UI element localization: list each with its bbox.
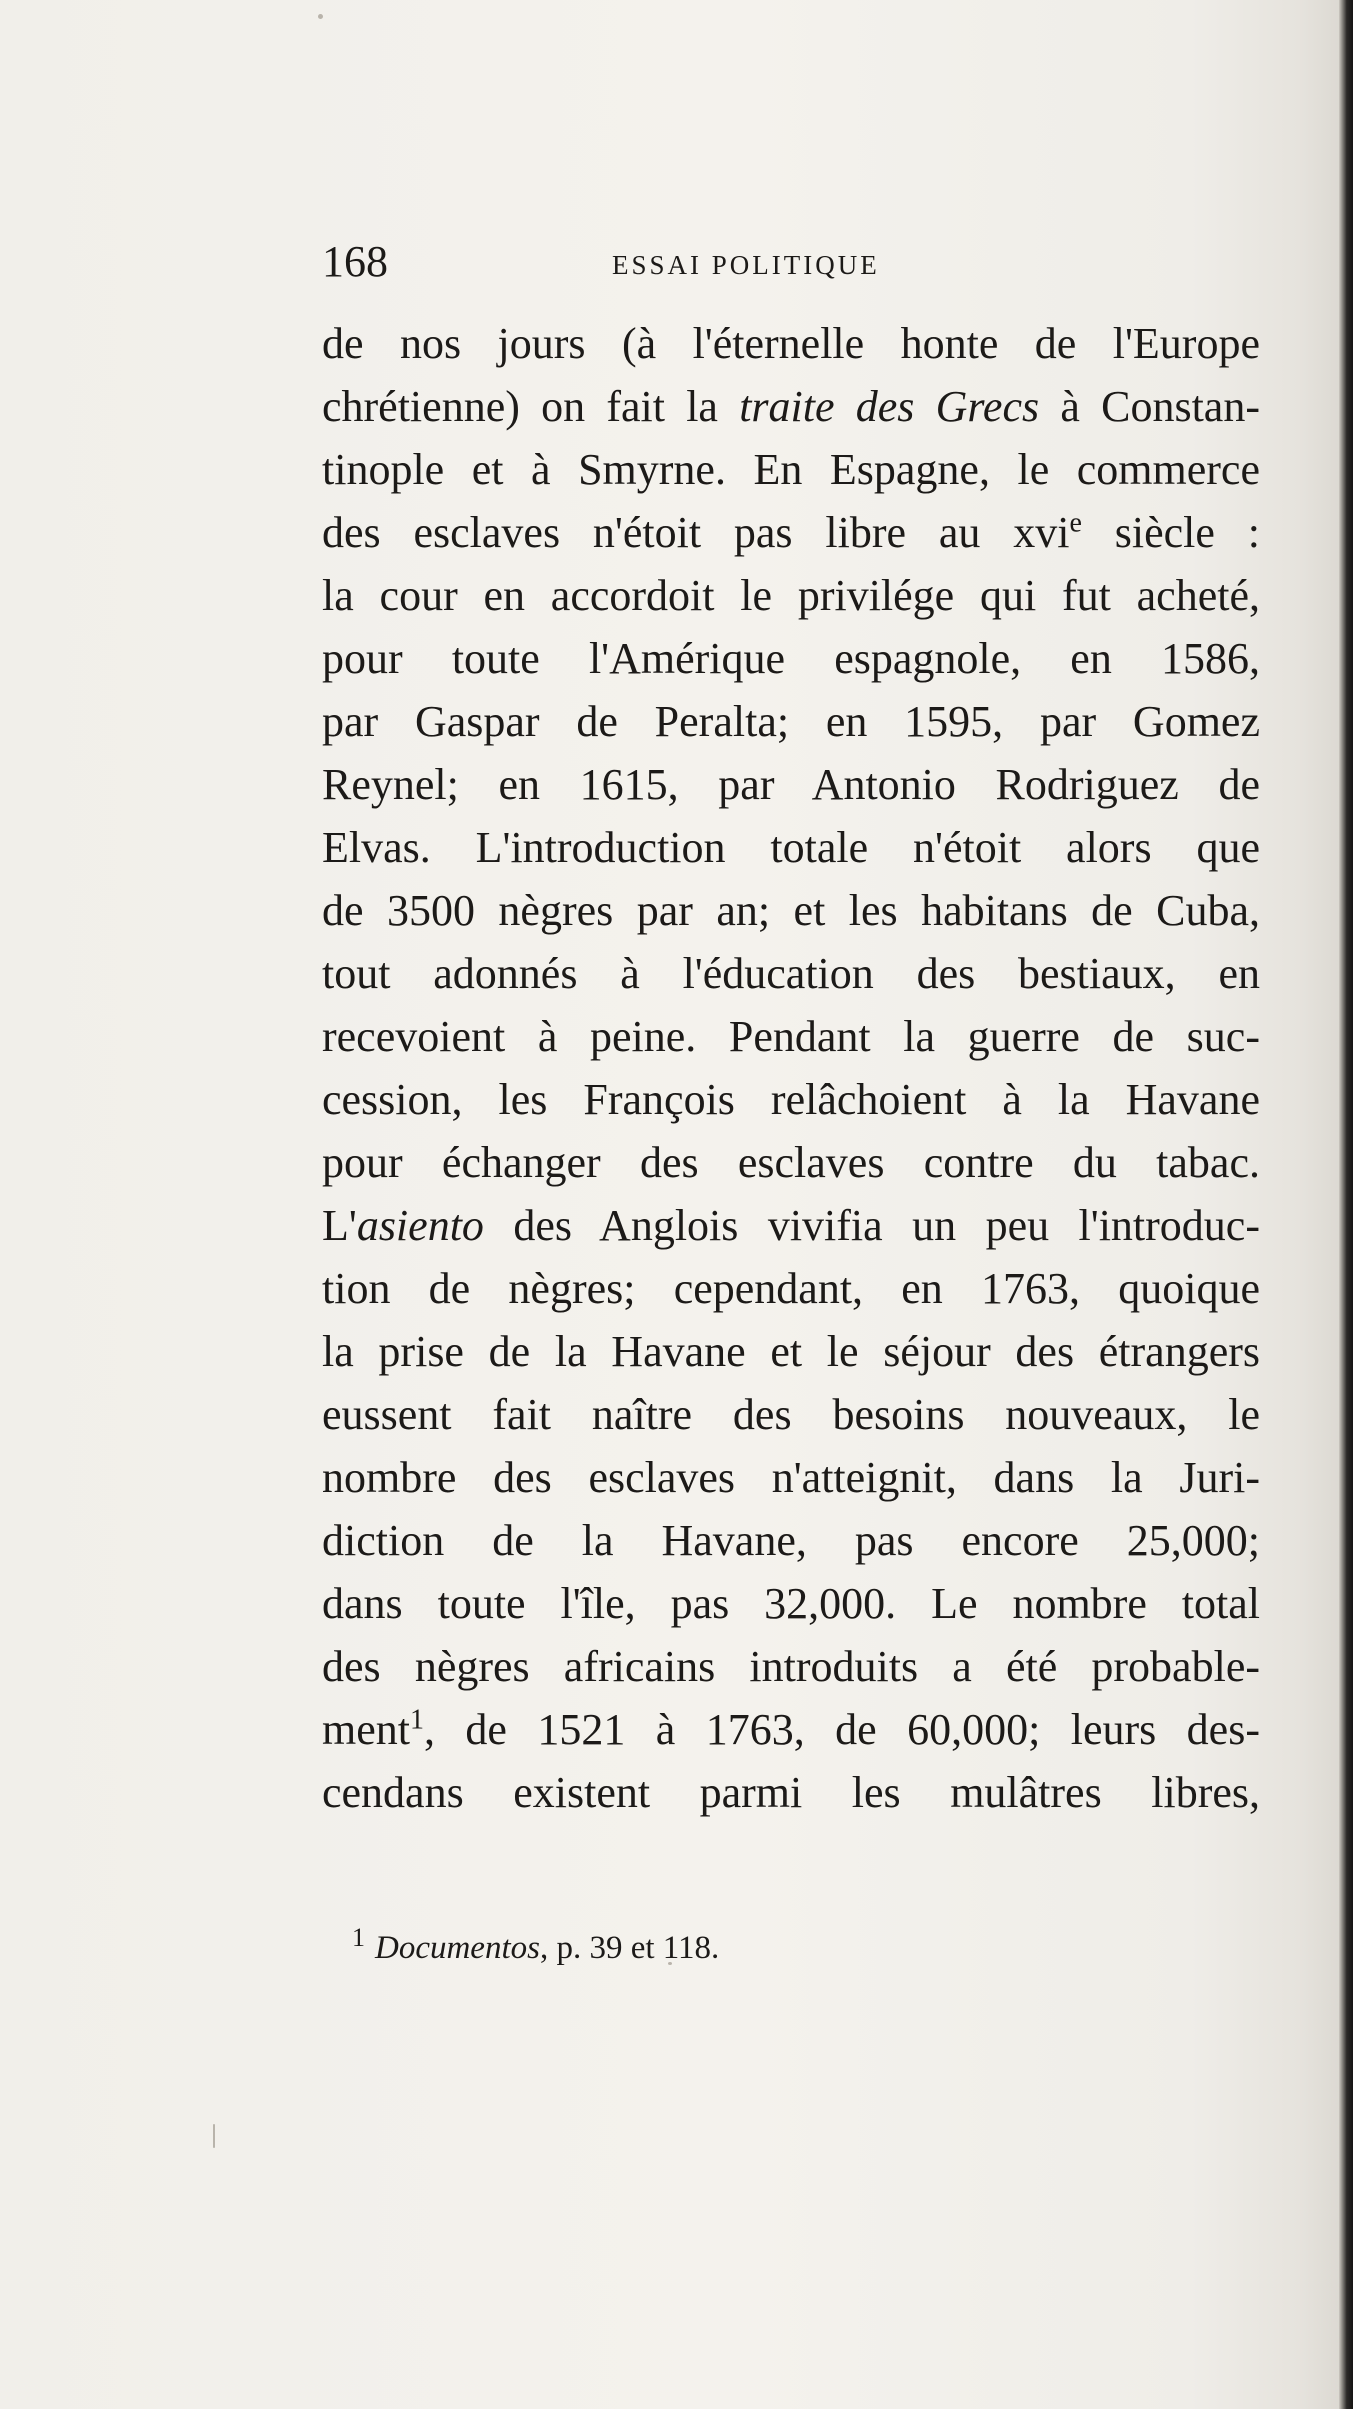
text-segment: Elvas. L'introduction totale n'étoit alors que	[322, 823, 1260, 872]
text-segment: des nègres africains introduits a été probable-	[322, 1642, 1260, 1691]
text-segment: pour toute l'Amérique espagnole, en 1586,	[322, 634, 1260, 683]
text-line	[322, 438, 1260, 501]
text-line	[322, 1509, 1260, 1572]
text-segment: la prise de la Havane et le séjour des étrangers	[322, 1327, 1260, 1376]
text-line	[322, 1257, 1260, 1320]
text-segment: siècle :	[1081, 508, 1260, 557]
text-segment: par Gaspar de Peralta; en 1595, par Gomez	[322, 697, 1260, 746]
text-segment: tout adonnés à l'éducation des bestiaux, en	[322, 949, 1260, 998]
footnote-reference: , p. 39 et 118.	[539, 1930, 720, 1966]
text-segment: eussent fait naître des besoins nouveaux, le	[322, 1390, 1260, 1439]
superscript: 1	[409, 1704, 424, 1736]
paper-speck	[213, 2124, 215, 2148]
text-segment: pour échanger des esclaves contre du tabac.	[322, 1138, 1260, 1187]
text-segment: , de 1521 à 1763, de 60,000; leurs des-	[423, 1705, 1260, 1754]
text-line	[322, 375, 1260, 438]
text-segment: ment	[322, 1705, 410, 1754]
text-line	[322, 1005, 1260, 1068]
text-segment: à Constan-	[1039, 382, 1260, 431]
text-segment: la cour en accordoit le privilége qui fut acheté,	[322, 571, 1260, 620]
text-line	[322, 690, 1260, 753]
text-line	[322, 1194, 1260, 1257]
italic-phrase: traite des Grecs	[739, 382, 1040, 431]
text-line	[322, 816, 1260, 879]
text-line	[322, 1572, 1260, 1635]
text-line	[322, 753, 1260, 816]
text-segment: des esclaves n'étoit pas libre au xvi	[322, 508, 1070, 557]
running-head	[0, 232, 1353, 292]
text-line	[322, 1635, 1260, 1698]
paper-speck	[318, 14, 323, 19]
text-line	[322, 1761, 1260, 1824]
text-segment: tion de nègres; cependant, en 1763, quoique	[322, 1264, 1260, 1313]
footnote	[352, 1916, 719, 1970]
footnote-source: Documentos	[375, 1930, 540, 1966]
page-edge	[1339, 0, 1353, 2409]
text-segment: cession, les François relâchoient à la Havane	[322, 1075, 1260, 1124]
body-text	[322, 312, 1260, 1824]
italic-phrase: asiento	[356, 1201, 484, 1250]
text-segment: cendans existent parmi les mulâtres libres,	[322, 1768, 1260, 1817]
text-segment: Reynel; en 1615, par Antonio Rodriguez de	[322, 760, 1260, 809]
text-line	[322, 1320, 1260, 1383]
text-segment: L'	[322, 1201, 357, 1250]
superscript: e	[1069, 507, 1082, 539]
text-segment: nombre des esclaves n'atteignit, dans la Juri-	[322, 1453, 1260, 1502]
text-line	[322, 1383, 1260, 1446]
text-segment: des Anglois vivifia un peu l'introduc-	[483, 1201, 1260, 1250]
running-title: ESSAI POLITIQUE	[612, 250, 880, 280]
text-segment: de 3500 nègres par an; et les habitans de Cuba,	[322, 886, 1260, 935]
text-line	[322, 627, 1260, 690]
text-segment: dans toute l'île, pas 32,000. Le nombre total	[322, 1579, 1260, 1628]
text-segment: de nos jours (à l'éternelle honte de l'Europe	[322, 319, 1260, 368]
text-line	[322, 564, 1260, 627]
text-segment: diction de la Havane, pas encore 25,000;	[322, 1516, 1260, 1565]
text-line	[322, 312, 1260, 375]
text-segment: recevoient à peine. Pendant la guerre de suc-	[322, 1012, 1260, 1061]
text-line	[322, 942, 1260, 1005]
page-number: 168	[322, 237, 388, 286]
text-line	[322, 1131, 1260, 1194]
text-line	[322, 1446, 1260, 1509]
text-line	[322, 879, 1260, 942]
text-line	[322, 501, 1260, 564]
text-line	[322, 1698, 1260, 1761]
text-segment: chrétienne) on fait la	[322, 382, 740, 431]
text-line	[322, 1068, 1260, 1131]
text-segment: tinople et à Smyrne. En Espagne, le commerce	[322, 445, 1260, 494]
footnote-number: 1	[352, 1923, 365, 1952]
